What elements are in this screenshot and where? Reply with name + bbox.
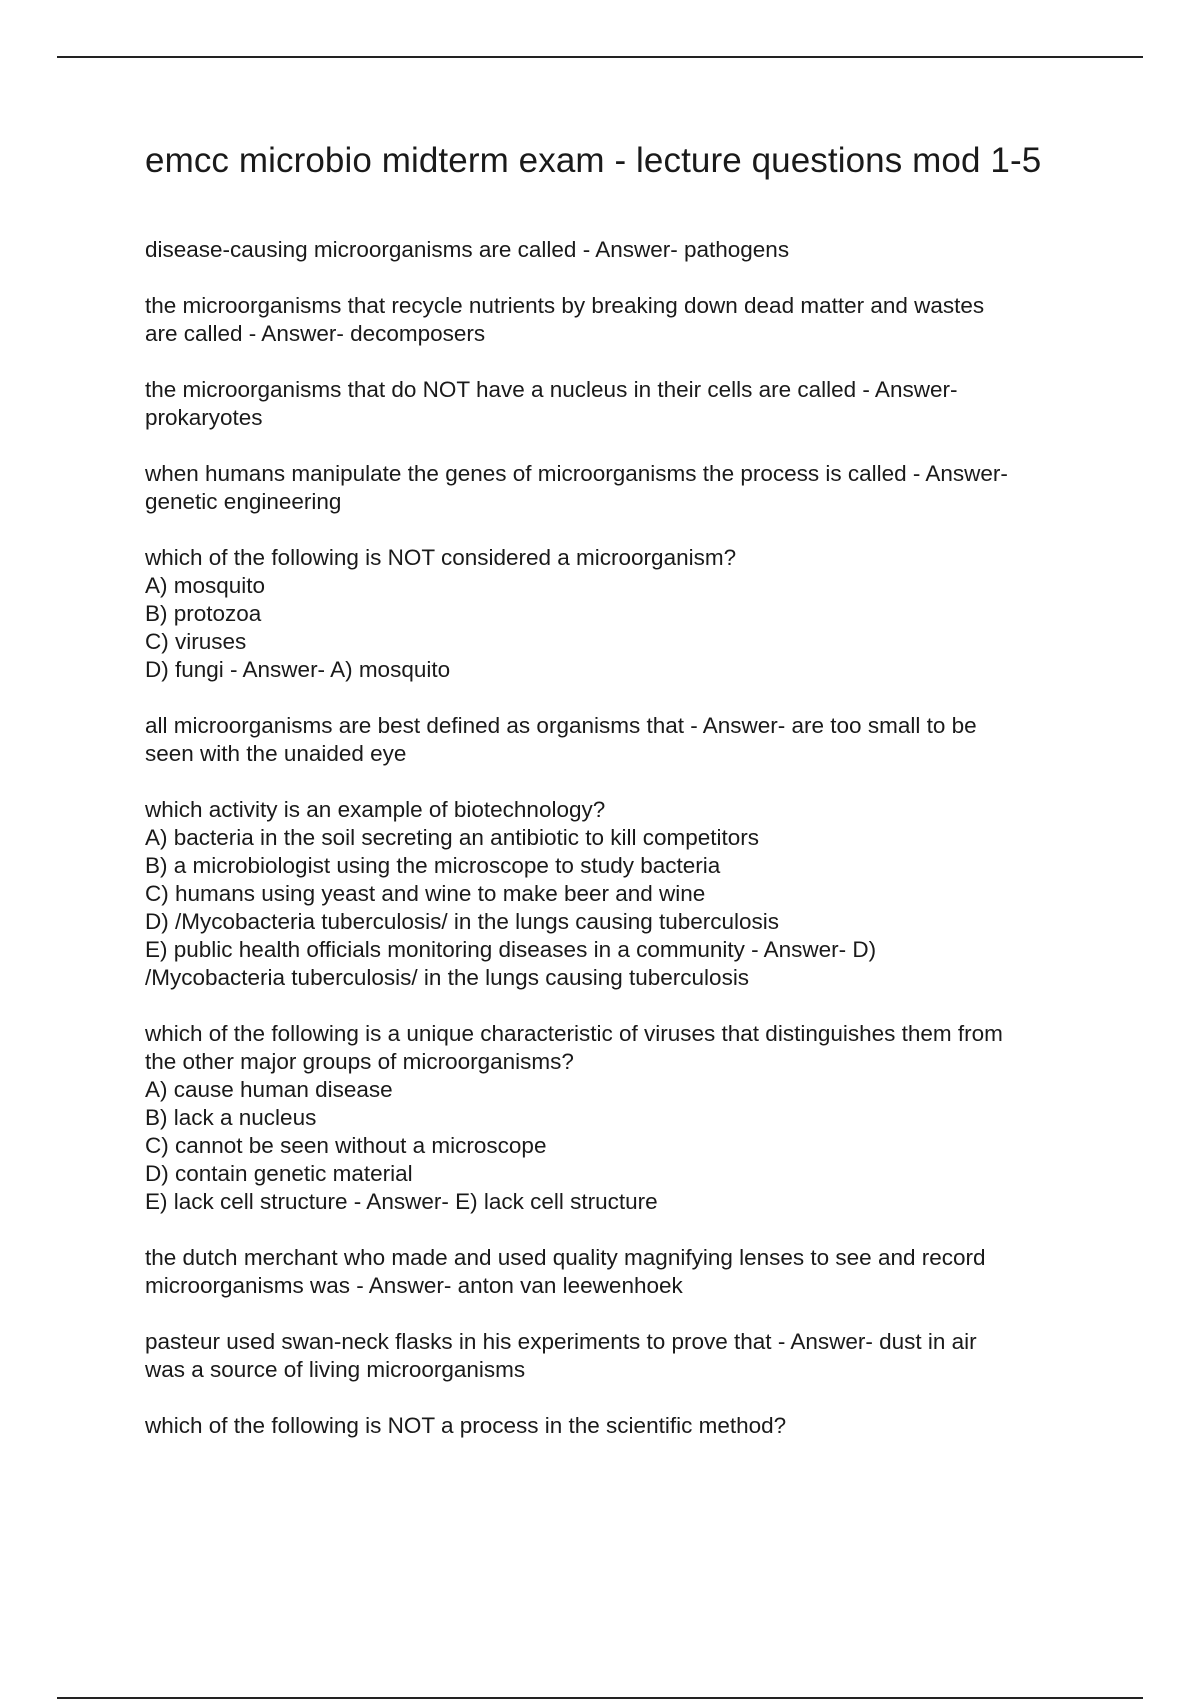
qa-item-8: which of the following is a unique characteristic of viruses that distinguishes them from the other major groups of microorganisms? A) cause human disease B) lack a nucleus C) cannot be seen without a microscope D) contain genetic material E) lack cell structure - Answer- E) lack cell structure bbox=[145, 1021, 1003, 1214]
qa-item-9: the dutch merchant who made and used quality magnifying lenses to see and record microorganisms was - Answer- anton van leewenhoek bbox=[145, 1245, 986, 1298]
qa-item-3: the microorganisms that do NOT have a nucleus in their cells are called - Answer- prokaryotes bbox=[145, 377, 958, 430]
top-divider bbox=[57, 56, 1143, 58]
page-title: emcc microbio midterm exam - lecture questions mod 1-5 bbox=[145, 141, 1042, 180]
document-body bbox=[145, 140, 1085, 1468]
qa-item-2: the microorganisms that recycle nutrients by breaking down dead matter and wastes are called - Answer- decomposers bbox=[145, 293, 985, 346]
qa-item-5: which of the following is NOT considered a microorganism? A) mosquito B) protozoa C) viruses D) fungi - Answer- A) mosquito bbox=[145, 545, 737, 682]
bottom-divider bbox=[57, 1697, 1143, 1699]
qa-item-7: which activity is an example of biotechnology? A) bacteria in the soil secreting an antibiotic to kill competitors B) a microbiologist using the microscope to study bacteria C) humans using yeast and wine to make beer and wine D) /Mycobacteria tuberculosis/ in the lungs causing tuberculosis E) public health officials monitoring diseases in a community - Answer- D) /Mycobacteria tuberculosis/ in the lungs causing tuberculosis bbox=[145, 797, 877, 990]
qa-item-4: when humans manipulate the genes of microorganisms the process is called - Answer- genetic engineering bbox=[145, 461, 1008, 514]
qa-item-1: disease-causing microorganisms are called - Answer- pathogens bbox=[145, 237, 790, 262]
qa-item-10: pasteur used swan-neck flasks in his experiments to prove that - Answer- dust in air was a source of living microorganisms bbox=[145, 1329, 977, 1382]
qa-item-11: which of the following is NOT a process in the scientific method? bbox=[145, 1413, 787, 1438]
qa-item-6: all microorganisms are best defined as organisms that - Answer- are too small to be seen with the unaided eye bbox=[145, 713, 977, 766]
